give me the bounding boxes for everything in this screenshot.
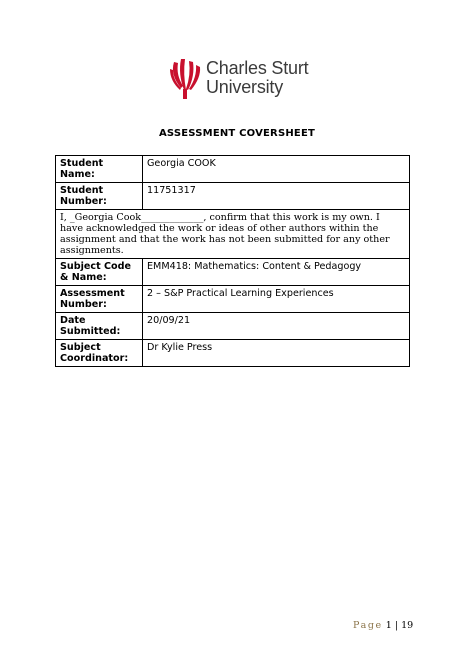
page-current: 1 bbox=[385, 620, 392, 631]
student-number-value: 11751317 bbox=[143, 183, 410, 210]
subject-code-label: Subject Code & Name: bbox=[56, 259, 143, 286]
date-submitted-value: 20/09/21 bbox=[143, 313, 410, 340]
row-subject-code bbox=[56, 259, 410, 286]
page-total: 19 bbox=[401, 620, 414, 631]
logo-line-2: University bbox=[206, 77, 284, 97]
page-title: ASSESSMENT COVERSHEET bbox=[158, 128, 316, 139]
assessment-number-label: Assessment Number: bbox=[56, 286, 143, 313]
row-date-submitted bbox=[56, 313, 410, 340]
assessment-number-value: 2 – S&P Practical Learning Experiences bbox=[143, 286, 410, 313]
student-number-label: Student Number: bbox=[56, 183, 143, 210]
row-student-name bbox=[56, 156, 410, 183]
row-declaration bbox=[56, 210, 410, 259]
subject-coordinator-value: Dr Kylie Press bbox=[143, 340, 410, 367]
logo-line-1: Charles Sturt bbox=[206, 58, 309, 78]
row-student-number bbox=[56, 183, 410, 210]
coversheet-table bbox=[55, 155, 410, 367]
student-name-value: Georgia COOK bbox=[143, 156, 410, 183]
subject-code-value: EMM418: Mathematics: Content & Pedagogy bbox=[143, 259, 410, 286]
row-subject-coordinator bbox=[56, 340, 410, 367]
declaration-text: I, _Georgia Cook_____________, confirm that this work is my own. I have acknowledged the work or ideas of other authors within the assignment and that the work has not been submitted for any other assignments. bbox=[56, 210, 410, 259]
csu-logo-mark bbox=[168, 57, 202, 99]
page-separator: | bbox=[394, 620, 399, 631]
csu-logo-wordmark bbox=[206, 59, 308, 97]
page-number-footer bbox=[353, 620, 413, 631]
subject-coordinator-label: Subject Coordinator: bbox=[56, 340, 143, 367]
row-assessment-number bbox=[56, 286, 410, 313]
page-word: Page bbox=[353, 620, 383, 631]
date-submitted-label: Date Submitted: bbox=[56, 313, 143, 340]
student-name-label: Student Name: bbox=[56, 156, 143, 183]
csu-logo bbox=[168, 57, 318, 99]
